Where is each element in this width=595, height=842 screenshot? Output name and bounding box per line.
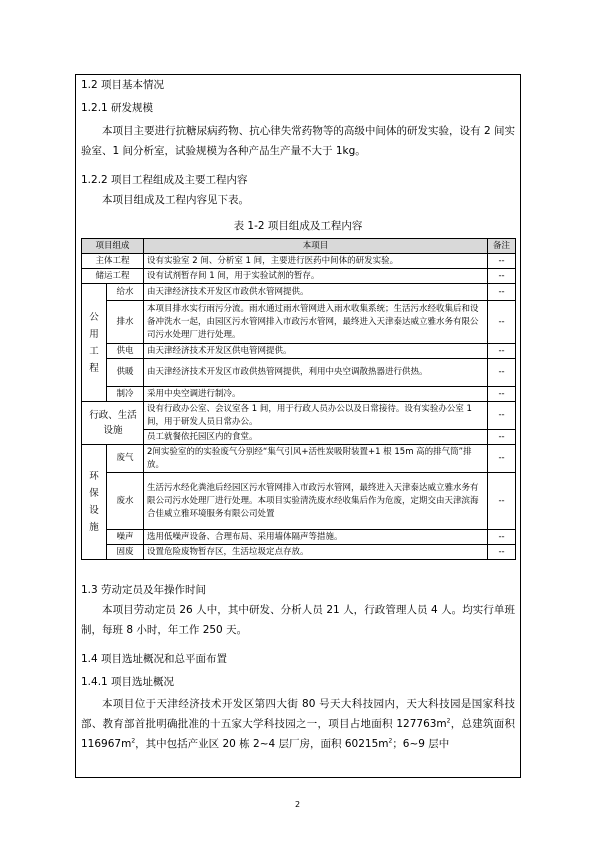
row-content: 选用低噪声设备、合理布局、采用墙体隔声等措施。	[144, 530, 488, 545]
row-content: 采用中央空调进行制冷。	[144, 387, 488, 402]
table-caption: 表 1-2 项目组成及工程内容	[233, 220, 363, 232]
row-content: 由天津经济技术开发区市政供热管网提供，利用中央空调散热器进行供热。	[144, 359, 488, 387]
table-row	[82, 530, 516, 545]
header-note: 备注	[488, 239, 516, 254]
row-sub: 制冷	[107, 387, 144, 402]
table-row	[82, 387, 516, 402]
table-row	[82, 254, 516, 269]
table-row	[82, 344, 516, 359]
row-note: --	[488, 301, 516, 344]
row-content: 生活污水经化粪池后经园区污水管网排入市政污水管网，最终进入天津泰达威立雅水务有限公司污水处理厂进行处理。本项目实验清洗废水经收集后作为危废，定期交由天津滨海合佳威立雅环境服务有限公司处置	[144, 473, 488, 530]
heading-1-2: 1.2 项目基本情况	[81, 79, 165, 91]
table-row	[82, 473, 516, 530]
heading-1-4: 1.4 项目选址概况和总平面布置	[81, 653, 228, 665]
row-note: --	[488, 545, 516, 560]
row-content: 设有实验室 2 间、分析室 1 间，主要进行医药中间体的研发实验。	[144, 254, 488, 269]
superscript-2: 2	[131, 737, 136, 745]
table-row	[82, 269, 516, 284]
row-note: --	[488, 402, 516, 430]
row-sub: 废气	[107, 445, 144, 473]
row-note: --	[488, 530, 516, 545]
table-row	[82, 359, 516, 387]
header-group: 项目组成	[82, 239, 144, 254]
table-row	[82, 402, 516, 430]
header-content: 本项目	[144, 239, 488, 254]
row-content: 由天津经济技术开发区供电管网提供。	[144, 344, 488, 359]
superscript-2: 2	[446, 717, 451, 725]
group-env	[82, 445, 107, 560]
paragraph-research-scale: 本项目主要进行抗糖尿病药物、抗心律失常药物等的高级中间体的研发实验，设有 2 间实验室、1 间分析室，试验规模为各种产品生产量不大于 1kg。	[81, 125, 515, 157]
row-note: --	[488, 359, 516, 387]
paragraph-table-intro: 本项目组成及工程内容见下表。	[102, 194, 249, 206]
row-group: 主体工程	[82, 254, 144, 269]
row-note: --	[488, 344, 516, 359]
location-text-a: 本项目位于天津经济技术开发区第四大街 80 号天大科技园内，天大科技园是国家科技部、教育部首批明确批准的十五家大学科技园之一，项目占地面积 127763m	[81, 698, 515, 730]
row-sub: 噪声	[107, 530, 144, 545]
table-header-row	[82, 239, 516, 254]
table-row	[82, 445, 516, 473]
row-content: 设有试剂暂存间 1 间，用于实验试剂的暂存。	[144, 269, 488, 284]
heading-1-2-2: 1.2.2 项目工程组成及主要工程内容	[81, 174, 248, 186]
row-note: --	[488, 269, 516, 284]
group-public	[82, 284, 107, 402]
row-content: 本项目排水实行雨污分流。雨水通过雨水管网进入雨水收集系统；生活污水经收集后和设备冲洗水一起，由园区污水管网排入市政污水管网，最终进入天津泰达威立雅水务有限公司污水处理厂进行处理。	[144, 301, 488, 344]
paragraph-location	[81, 694, 515, 754]
heading-1-3: 1.3 劳动定员及年操作时间	[81, 584, 207, 596]
page-number: 2	[294, 800, 301, 809]
row-sub: 供电	[107, 344, 144, 359]
row-note: --	[488, 473, 516, 530]
group-admin	[82, 402, 144, 445]
row-note: --	[488, 387, 516, 402]
row-sub: 供暖	[107, 359, 144, 387]
row-content: 2间实验室的的实验废气分别经“集气引风+活性炭吸附装置+1 根 15m 高的排气筒”排放。	[144, 445, 488, 473]
row-note: --	[488, 284, 516, 301]
heading-1-4-1: 1.4.1 项目选址概况	[81, 676, 175, 688]
heading-1-2-1: 1.2.1 研发规模	[81, 102, 154, 114]
location-text-d: ；6~9 层中	[392, 738, 450, 750]
group-env-label: 环保设施	[89, 471, 99, 533]
table-row	[82, 301, 516, 344]
location-text-c: ，其中包括产业区 20 栋 2~4 层厂房，面积 60215m	[135, 738, 389, 750]
table-row	[82, 284, 516, 301]
row-content: 由天津经济技术开发区市政供水管网提供。	[144, 284, 488, 301]
row-group: 储运工程	[82, 269, 144, 284]
row-sub: 给水	[107, 284, 144, 301]
row-content: 员工就餐依托园区内的食堂。	[144, 430, 488, 445]
table-row	[82, 545, 516, 560]
row-content: 设有行政办公室、会议室各 1 间，用于行政人员办公以及日常接待。设有实验办公室 1 间，用于研发人员日常办公。	[144, 402, 488, 430]
row-note: --	[488, 445, 516, 473]
group-public-label: 公用工程	[89, 311, 99, 374]
table-row	[82, 430, 516, 445]
project-composition-table	[81, 238, 516, 560]
row-sub: 固废	[107, 545, 144, 560]
row-note: --	[488, 254, 516, 269]
paragraph-staffing: 本项目劳动定员 26 人中，其中研发、分析人员 21 人，行政管理人员 4 人。均实行单班制，每班 8 小时，年工作 250 天。	[81, 604, 515, 636]
superscript-2: 2	[388, 737, 393, 745]
row-content: 设置危险废物暂存区，生活垃圾定点存放。	[144, 545, 488, 560]
row-sub: 排水	[107, 301, 144, 344]
group-admin-label: 行政、生活设施	[89, 410, 137, 436]
row-sub: 废水	[107, 473, 144, 530]
location-text-b: ，总建筑面积 116967m	[81, 718, 516, 750]
row-note: --	[488, 430, 516, 445]
